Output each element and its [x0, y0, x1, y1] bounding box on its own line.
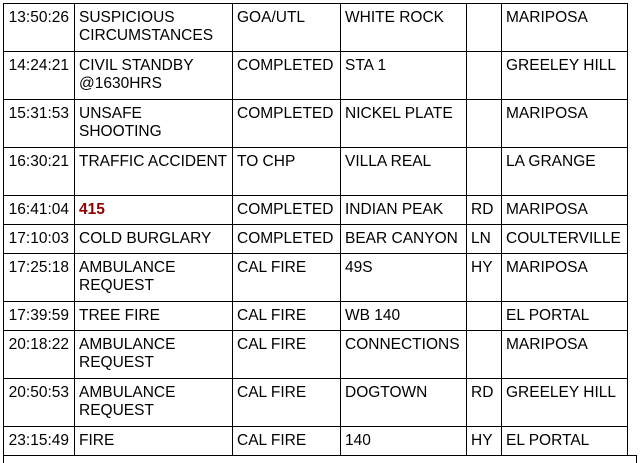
call-time: 15:31:53: [4, 100, 75, 148]
call-street-suffix: HY: [467, 427, 502, 456]
call-street-suffix: [467, 148, 502, 196]
table-row: [4, 196, 628, 225]
call-street: WB 140: [341, 302, 467, 331]
call-city: COULTERVILLE: [502, 225, 628, 254]
call-street: DOGTOWN: [341, 379, 467, 427]
call-type: TREE FIRE: [75, 302, 233, 331]
call-type: AMBULANCE REQUEST: [75, 254, 233, 302]
call-city: MARIPOSA: [502, 196, 628, 225]
call-type: AMBULANCE REQUEST: [75, 379, 233, 427]
call-disposition: TO CHP: [233, 148, 341, 196]
call-disposition: COMPLETED: [233, 196, 341, 225]
call-city: MARIPOSA: [502, 100, 628, 148]
call-street-suffix: HY: [467, 254, 502, 302]
call-disposition: COMPLETED: [233, 52, 341, 100]
call-time: 16:30:21: [4, 148, 75, 196]
call-city: MARIPOSA: [502, 331, 628, 379]
call-street: NICKEL PLATE: [341, 100, 467, 148]
call-time: 20:18:22: [4, 331, 75, 379]
call-street-suffix: LN: [467, 225, 502, 254]
call-time: 20:50:53: [4, 379, 75, 427]
call-time: 16:41:04: [4, 196, 75, 225]
call-street: STA 1: [341, 52, 467, 100]
call-street: BEAR CANYON: [341, 225, 467, 254]
call-time: 23:15:49: [4, 427, 75, 456]
call-city: MARIPOSA: [502, 254, 628, 302]
call-time: 13:50:26: [4, 4, 75, 52]
call-type: FIRE: [75, 427, 233, 456]
table-row: [4, 4, 628, 52]
call-time: 17:25:18: [4, 254, 75, 302]
table-row: [4, 52, 628, 100]
call-city: EL PORTAL: [502, 427, 628, 456]
call-street-suffix: RD: [467, 379, 502, 427]
call-city: LA GRANGE: [502, 148, 628, 196]
call-time: 17:10:03: [4, 225, 75, 254]
call-street-suffix: [467, 52, 502, 100]
call-disposition: COMPLETED: [233, 225, 341, 254]
call-type: AMBULANCE REQUEST: [75, 331, 233, 379]
call-street-suffix: [467, 302, 502, 331]
call-street-suffix: RD: [467, 196, 502, 225]
call-type: TRAFFIC ACCIDENT: [75, 148, 233, 196]
call-disposition: CAL FIRE: [233, 254, 341, 302]
call-street: CONNECTIONS: [341, 331, 467, 379]
table-row: [4, 225, 628, 254]
table-row: [4, 148, 628, 196]
call-type: CIVIL STANDBY @1630HRS: [75, 52, 233, 100]
call-type: SUSPICIOUS CIRCUMSTANCES: [75, 4, 233, 52]
call-street: 140: [341, 427, 467, 456]
table-row: [4, 427, 628, 456]
call-street: VILLA REAL: [341, 148, 467, 196]
call-disposition: COMPLETED: [233, 100, 341, 148]
call-type: UNSAFE SHOOTING: [75, 100, 233, 148]
call-type: 415: [75, 196, 233, 225]
table-row: [4, 254, 628, 302]
call-city: GREELEY HILL: [502, 379, 628, 427]
call-disposition: GOA/UTL: [233, 4, 341, 52]
call-street-suffix: [467, 331, 502, 379]
call-street-suffix: [467, 4, 502, 52]
call-time: 14:24:21: [4, 52, 75, 100]
call-city: GREELEY HILL: [502, 52, 628, 100]
call-disposition: CAL FIRE: [233, 331, 341, 379]
table-row: [4, 379, 628, 427]
call-city: EL PORTAL: [502, 302, 628, 331]
call-street: 49S: [341, 254, 467, 302]
call-log-table: [3, 3, 628, 456]
call-time: 17:39:59: [4, 302, 75, 331]
table-row: [4, 100, 628, 148]
call-street: INDIAN PEAK: [341, 196, 467, 225]
call-city: MARIPOSA: [502, 4, 628, 52]
next-section-border: [3, 455, 637, 463]
call-disposition: CAL FIRE: [233, 427, 341, 456]
call-street-suffix: [467, 100, 502, 148]
call-disposition: CAL FIRE: [233, 302, 341, 331]
table-row: [4, 331, 628, 379]
call-disposition: CAL FIRE: [233, 379, 341, 427]
table-row: [4, 302, 628, 331]
call-type: COLD BURGLARY: [75, 225, 233, 254]
call-street: WHITE ROCK: [341, 4, 467, 52]
